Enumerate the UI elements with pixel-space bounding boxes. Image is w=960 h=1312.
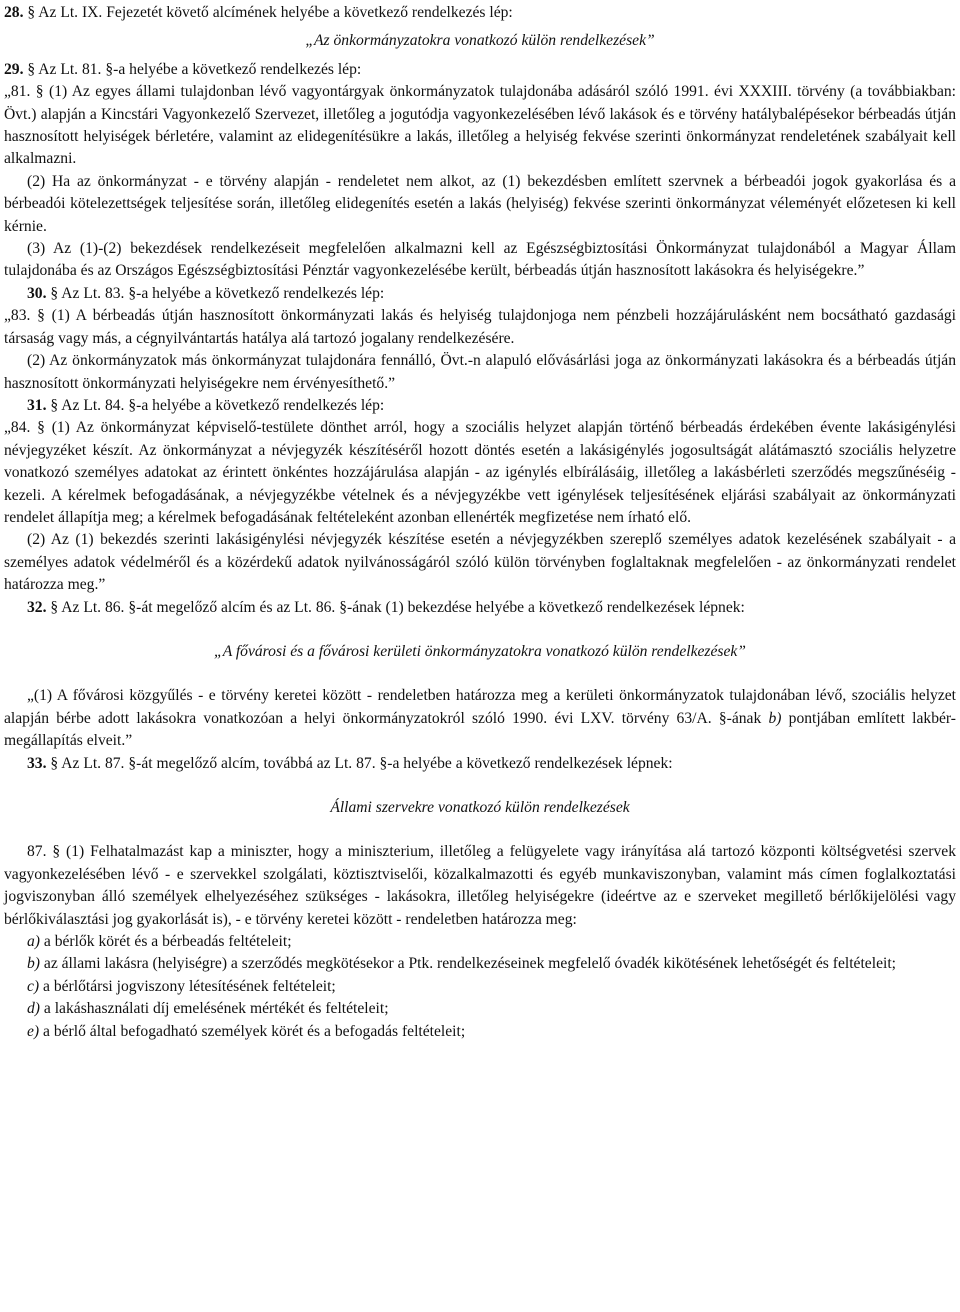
- list-item-c: [4, 976, 956, 998]
- list-text: a bérlők körét és a bérbeadás feltételeit;: [40, 933, 292, 951]
- list-item-e: [4, 1021, 956, 1043]
- list-item-d: [4, 998, 956, 1020]
- list-text: a bérlő által befogadható személyek körét és a befogadás feltételeit;: [39, 1022, 466, 1040]
- paragraph-text: „(1) A fővárosi közgyűlés - e törvény keretei között - rendeletben határozza meg a kerületi önkormányzatok tulajdonában lévő, szociális helyzet alapján bérbe adott lakásokra vonatkozóan a helyi önkormányzatokról szóló 1990. évi LXV. törvény 63/A. §-ának: [4, 687, 956, 727]
- subtitle-allami-szervek: Állami szervekre vonatkozó külön rendelkezések: [330, 799, 630, 816]
- paragraph-text: § Az Lt. 87. §-át megelőző alcím, továbbá az Lt. 87. §-a helyébe a következő rendelkezések lépnek:: [46, 754, 673, 772]
- paragraph-text: pontjában említett lakbér-megállapítás elveit.”: [4, 709, 956, 750]
- section-31-paragraph: [4, 395, 956, 417]
- section-number: 33.: [27, 754, 47, 772]
- paragraph-81-3: (3) Az (1)-(2) bekezdések rendelkezéseit megfelelően alkalmazni kell az Egészségbiztosítási Önkormányzat tulajdonából a Magyar Állam tulajdonába és az Országos Egészségbiztosítási Pénztár vagyonkezelésébe került, bérbeadás útján hasznosított lakásokra és helyiségekre.”: [4, 240, 956, 280]
- section-number: 32.: [27, 598, 47, 616]
- section-number: 30.: [27, 284, 47, 302]
- paragraph-text: § Az Lt. 86. §-át megelőző alcím és az Lt. 86. §-ának (1) bekezdése helyébe a következő rendelkezések lépnek:: [46, 598, 745, 616]
- paragraph-87-1: 87. § (1) Felhatalmazást kap a miniszter, hogy a miniszterium, illetőleg a felügyelete vagy irányítása alá tartozó központi költségvetési szervek vagyonkezelésében lévő - e szervekkel szolgálati, köztisztviselői, közalkalmazotti és egyéb munkaviszonyban, valamint más címen foglalkoztatási jogviszonyban álló személyek elhelyezéséhez szükséges - lakásokra, illetőleg helyiségekre (ideértve az e szerveket megillető bérlőkijelölési vagy bérlőkiválasztási jog gyakorlását is), - e törvény keretei között - rendeletben határozza meg:: [4, 843, 956, 928]
- list-text: a bérlőtársi jogviszony létesítésének feltételeit;: [39, 977, 336, 995]
- list-text: a lakáshasználati díj emelésének mértékét és feltételeit;: [40, 1000, 389, 1018]
- paragraph-86-1: [4, 685, 956, 752]
- list-item-b: [4, 953, 956, 975]
- paragraph-text: § Az Lt. 81. §-a helyébe a következő rendelkezés lép:: [23, 60, 362, 78]
- list-text: az állami lakásra (helyiségre) a szerződés megkötésekor a Ptk. rendelkezéseinek megfelelő óvadék kikötésének lehetőségét és feltételeit;: [40, 955, 896, 973]
- paragraph-text: § Az Lt. 83. §-a helyébe a következő rendelkezés lép:: [46, 284, 385, 302]
- section-30-paragraph: [4, 283, 956, 305]
- section-number: 29.: [4, 60, 24, 78]
- section-28-paragraph: [4, 2, 956, 24]
- list-letter: a): [27, 933, 40, 951]
- section-29-paragraph: [4, 59, 956, 81]
- paragraph-83-2: (2) Az önkormányzatok más önkormányzat tulajdonára fennálló, Övt.-n alapuló elővásárlási joga az önkormányzati lakásokra és a bérbeadás útján hasznosított önkormányzati helyiségekre nem érvényesíthető.”: [4, 352, 956, 392]
- paragraph-81-2: (2) Ha az önkormányzat - e törvény alapján - rendeletet nem alkot, az (1) bekezdésben említett szervnek a bérbeadói jogok gyakorlása és a bérbeadói kötelezettségek teljesítése során, illetőleg elidegenítés esetén a lakás (helyiség) fekvése szerinti önkormányzat véleményét előzetesen ki kell kérnie.: [4, 172, 956, 235]
- section-33-paragraph: [4, 753, 956, 775]
- paragraph-81-1: „81. § (1) Az egyes állami tulajdonban lévő vagyontárgyak önkormányzatok tulajdonába adásáról szóló 1991. évi XXXIII. törvény (a továbbiakban: Övt.) alapján a Kincstári Vagyonkezelő Szervezet, illetőleg a jogutódja vagyonkezelésében lévő lakások és e törvény hatálybalépésekor bérbeadás útján hasznosított helyiségek bérletére, valamint az elidegenítésükre a lakás, illetőleg a helyiség fekvése szerinti önkormányzat rendeletének szabályait kell alkalmazni.: [4, 83, 956, 168]
- list-letter: d): [27, 1000, 40, 1018]
- list-letter: b): [27, 955, 40, 973]
- section-32-paragraph: [4, 597, 956, 619]
- list-letter: e): [27, 1022, 40, 1040]
- paragraph-83-1: „83. § (1) A bérbeadás útján hasznosított önkormányzati lakás és helyiség tulajdonjoga nem pénzbeli hozzájárulásként nem bocsátható gazdasági társaság vagy más, a cégnyilvántartás hatálya alá tartozó jogalany rendelkezésére.: [4, 307, 956, 347]
- section-number: 31.: [27, 396, 47, 414]
- point-letter: b): [768, 709, 782, 727]
- paragraph-84-2: (2) Az (1) bekezdés szerinti lakásigénylési névjegyzék készítése esetén a névjegyzékben szereplő személyes adatok kezelésének szabályait - a személyes adatok védelméről és a közérdekű adatok nyilvánosságáról szóló külön törvényben foglaltaknak megfelelően - az önkormányzati rendelet határozza meg.”: [4, 531, 956, 594]
- paragraph-84-1: „84. § (1) Az önkormányzat képviselő-testülete dönthet arról, hogy a szociális helyzet alapján történő bérbeadás érdekében évente lakásigénylési névjegyzéket készít. Az önkormányzat a névjegyzék készítéséről hozott döntés esetén a lakásigénylés jogosultságát alátámasztó szociális helyzetre vonatkozó személyes adatokat az érintett önkéntes hozzájárulása alapján - az igénylés elbírálásáig, illetőleg a lakásbérleti szerződés megszűnéséig - kezeli. A kérelmek befogadásának, a névjegyzékbe vételnek és a névjegyzékbe vett igénylések teljesítésének eljárási szabályait az önkormányzati rendelet állapítja meg; a kérelmek befogadásának feltételeként azonban ellenérték megfizetése nem írható elő.: [4, 419, 956, 526]
- list-item-a: [4, 931, 956, 953]
- document-body: [4, 2, 956, 1043]
- paragraph-text: § Az Lt. IX. Fejezetét követő alcímének helyébe a következő rendelkezés lép:: [23, 4, 513, 21]
- section-number: 28.: [4, 4, 24, 21]
- subtitle-onkormanyzatok: „Az önkormányzatokra vonatkozó külön rendelkezések”: [305, 32, 655, 50]
- paragraph-text: § Az Lt. 84. §-a helyébe a következő rendelkezés lép:: [46, 396, 385, 414]
- list-letter: c): [27, 977, 40, 995]
- subtitle-fovarosi: „A fővárosi és a fővárosi kerületi önkormányzatokra vonatkozó külön rendelkezések”: [214, 642, 746, 660]
